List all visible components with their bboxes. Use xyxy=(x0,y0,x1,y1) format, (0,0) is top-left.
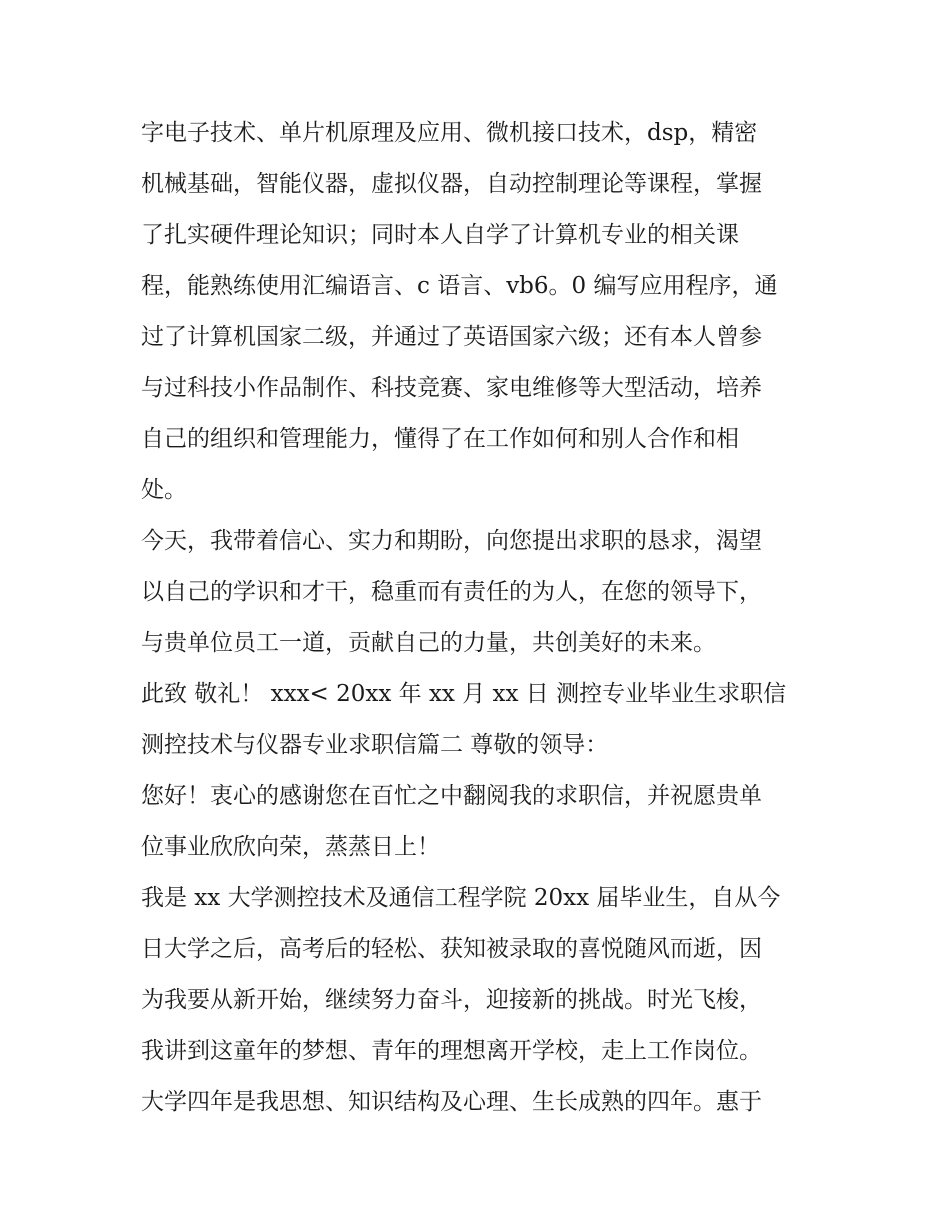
text-line: 您好！衷心的感谢您在百忙之中翻阅我的求职信，并祝愿贵单 xyxy=(141,783,762,809)
text-line: 与贵单位员工一道，贡献自己的力量，共创美好的未来。 xyxy=(141,630,716,656)
text-line: 我是 xx 大学测控技术及通信工程学院 20xx 届毕业生，自从今 xyxy=(141,885,781,911)
body-text xyxy=(141,108,821,1128)
text-line: 大学四年是我思想、知识结构及心理、生长成熟的四年。惠于 xyxy=(141,1089,762,1115)
text-line: 与过科技小作品制作、科技竞赛、家电维修等大型活动，培养 xyxy=(141,375,762,401)
text-line: 程，能熟练使用汇编语言、c 语言、vb6。0 编写应用程序，通 xyxy=(141,273,778,299)
text-line: 字电子技术、单片机原理及应用、微机接口技术，dsp，精密 xyxy=(141,120,758,146)
text-line: 测控技术与仪器专业求职信篇二 尊敬的领导： xyxy=(141,732,609,758)
text-line: 处。 xyxy=(141,477,187,503)
text-line: 此致 敬礼！ xxx< 20xx 年 xx 月 xx 日 测控专业毕业生求职信 xyxy=(141,681,787,707)
text-line: 日大学之后，高考后的轻松、获知被录取的喜悦随风而逝，因 xyxy=(141,936,762,962)
text-line: 位事业欣欣向荣，蒸蒸日上！ xyxy=(141,834,440,860)
text-line: 了扎实硬件理论知识；同时本人自学了计算机专业的相关课 xyxy=(141,222,739,248)
text-line: 以自己的学识和才干，稳重而有责任的为人，在您的领导下， xyxy=(141,579,762,605)
text-line: 过了计算机国家二级，并通过了英语国家六级；还有本人曾参 xyxy=(141,324,762,350)
text-line: 机械基础，智能仪器，虚拟仪器，自动控制理论等课程，掌握 xyxy=(141,171,762,197)
text-line: 为我要从新开始，继续努力奋斗，迎接新的挑战。时光飞梭， xyxy=(141,987,762,1013)
text-line: 我讲到这童年的梦想、青年的理想离开学校，走上工作岗位。 xyxy=(141,1038,762,1064)
text-line: 自己的组织和管理能力，懂得了在工作如何和别人合作和相 xyxy=(141,426,739,452)
text-line: 今天，我带着信心、实力和期盼，向您提出求职的恳求，渴望 xyxy=(141,528,762,554)
